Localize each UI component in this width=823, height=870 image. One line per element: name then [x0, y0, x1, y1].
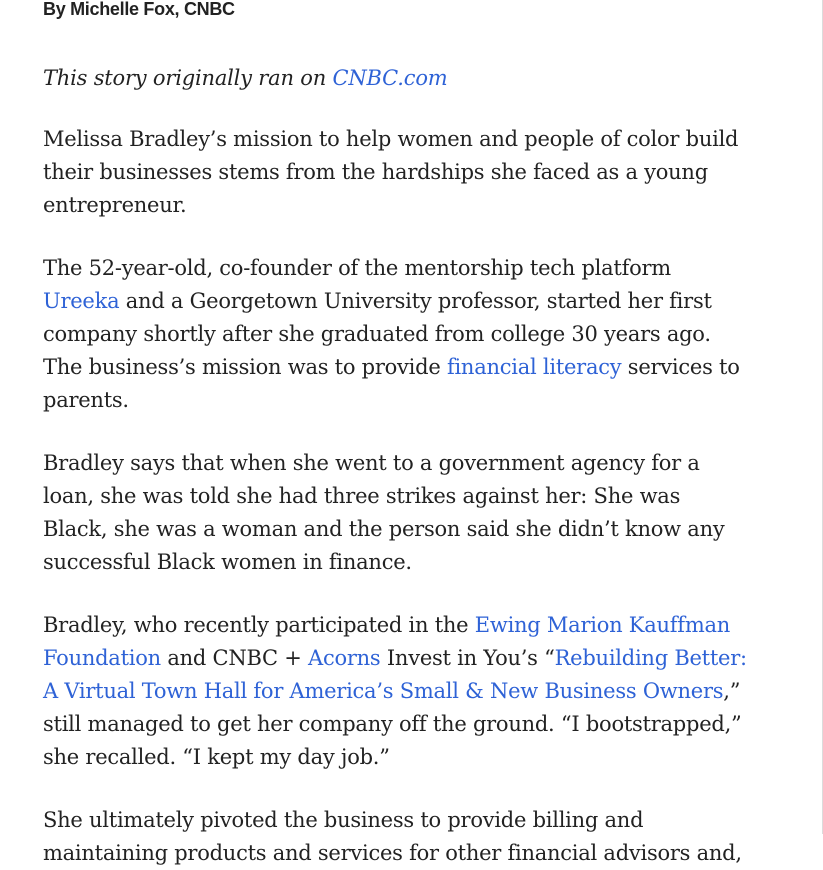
- origin-note: [43, 62, 748, 95]
- article-body: [43, 0, 748, 870]
- paragraph-1: Melissa Bradley’s mission to help women and people of color build their businesses stems from the hardships she faced as a young entrepreneur.: [43, 127, 739, 217]
- paragraph-2-text-3: services to parents.: [43, 355, 740, 412]
- paragraph-5: She ultimately pivoted the business to provide billing and maintaining products and services for other financial advisors and,: [43, 808, 742, 865]
- paragraph-2: [43, 252, 748, 417]
- paragraph-4-text-1: Bradley, who recently participated in the: [43, 613, 475, 637]
- rebuilding-better-link[interactable]: Rebuilding Better: A Virtual Town Hall for America’s Small & New Business Owners: [43, 646, 747, 703]
- paragraph-4: [43, 609, 748, 774]
- paragraph-3: Bradley says that when she went to a government agency for a loan, she was told she had three strikes against her: She was Black, she was a woman and the person said she didn’t know any successful Black women in finance.: [43, 451, 725, 574]
- paragraph-4-text-2: and CNBC +: [160, 646, 309, 670]
- cnbc-link[interactable]: CNBC.com: [332, 66, 448, 90]
- financial-literacy-link[interactable]: financial literacy: [446, 355, 622, 379]
- paragraph-2-text-1: The 52-year-old, co-founder of the mentorship tech platform: [43, 256, 671, 280]
- paragraph-2-text-2: and a Georgetown University professor, started her first company shortly after she graduated from college 30 years ago. The business’s mission was to provide: [43, 289, 712, 379]
- acorns-link[interactable]: Acorns: [308, 646, 381, 670]
- paragraph-4-text-4: ,” still managed to get her company off the ground. “I bootstrapped,” she recalled. “I kept my day job.”: [43, 679, 742, 769]
- origin-note-text: This story originally ran on: [43, 66, 333, 90]
- byline: By Michelle Fox, CNBC: [43, 0, 235, 19]
- paragraph-4-text-3: Invest in You’s “: [380, 646, 555, 670]
- ureeka-link[interactable]: Ureeka: [43, 289, 120, 313]
- kauffman-foundation-link[interactable]: Ewing Marion Kauffman Foundation: [43, 613, 731, 670]
